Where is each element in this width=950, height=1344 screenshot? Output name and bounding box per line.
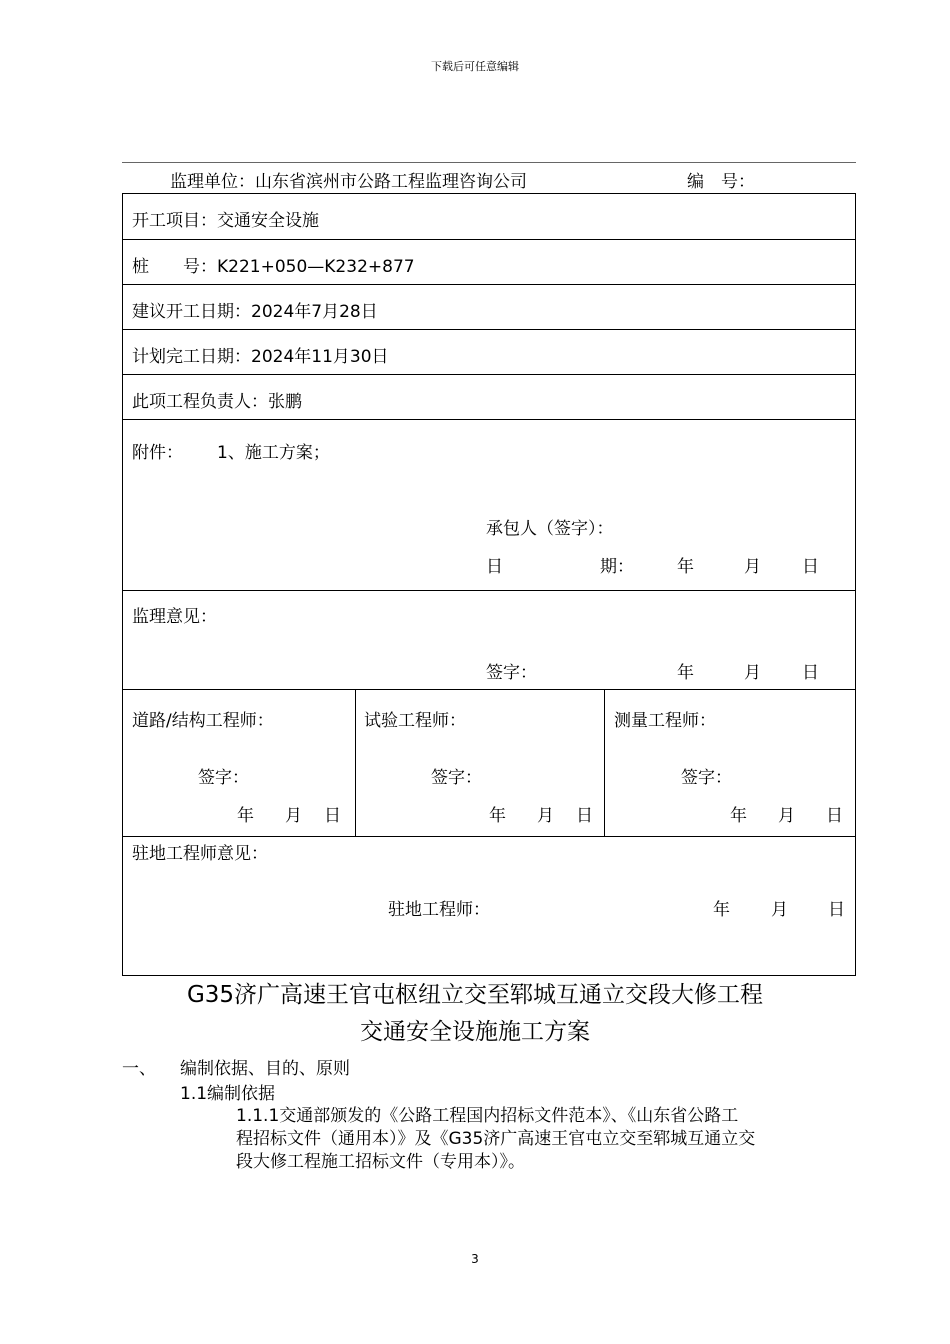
day-label: 日 bbox=[802, 557, 819, 577]
year-label: 年 bbox=[677, 663, 694, 683]
subsection-title: 1.1编制依据 bbox=[180, 1084, 276, 1104]
year-label: 年 bbox=[489, 806, 506, 826]
date-label-qi: 期： bbox=[600, 557, 634, 577]
proposed-start-field: 建议开工日期：2024年7月28日 bbox=[132, 302, 378, 322]
stake-field: 桩 号：K221+050—K232+877 bbox=[132, 257, 415, 277]
survey-engineer-label: 测量工程师： bbox=[614, 711, 716, 731]
row-divider bbox=[122, 329, 855, 330]
year-label: 年 bbox=[677, 557, 694, 577]
year-label: 年 bbox=[237, 806, 254, 826]
sign-label: 签字： bbox=[681, 768, 732, 788]
day-label: 日 bbox=[828, 900, 845, 920]
month-label: 月 bbox=[285, 806, 302, 826]
day-label: 日 bbox=[826, 806, 843, 826]
attachment-item: 1、施工方案； bbox=[217, 443, 330, 463]
year-label: 年 bbox=[713, 900, 730, 920]
day-label: 日 bbox=[324, 806, 341, 826]
sign-label: 签字： bbox=[486, 663, 537, 683]
year-label: 年 bbox=[730, 806, 747, 826]
page-number: 3 bbox=[471, 1252, 479, 1266]
supervisor-unit: 监理单位：山东省滨州市公路工程监理咨询公司 bbox=[170, 172, 527, 192]
sign-label: 签字： bbox=[431, 768, 482, 788]
document-title-line2: 交通安全设施施工方案 bbox=[360, 1019, 590, 1045]
row-divider bbox=[122, 689, 855, 690]
paragraph-line: 1.1.1交通部颁发的《公路工程国内招标文件范本》、《山东省公路工 bbox=[236, 1106, 739, 1126]
row-divider bbox=[122, 836, 855, 837]
day-label: 日 bbox=[576, 806, 593, 826]
row-divider bbox=[122, 284, 855, 285]
date-label-ri: 日 bbox=[486, 557, 503, 577]
test-engineer-label: 试验工程师： bbox=[364, 711, 466, 731]
header-rule bbox=[122, 162, 856, 163]
row-divider bbox=[122, 590, 855, 591]
section-number: 一、 bbox=[122, 1059, 156, 1079]
row-divider bbox=[122, 239, 855, 240]
month-label: 月 bbox=[537, 806, 554, 826]
row-divider bbox=[122, 419, 855, 420]
month-label: 月 bbox=[744, 663, 761, 683]
month-label: 月 bbox=[744, 557, 761, 577]
supervisor-opinion-label: 监理意见： bbox=[132, 607, 217, 627]
resident-opinion-label: 驻地工程师意见： bbox=[132, 844, 268, 864]
month-label: 月 bbox=[771, 900, 788, 920]
month-label: 月 bbox=[778, 806, 795, 826]
responsible-person-field: 此项工程负责人：张鹏 bbox=[132, 392, 302, 412]
section-title: 编制依据、目的、原则 bbox=[180, 1059, 350, 1079]
row-divider bbox=[122, 374, 855, 375]
page-header: 下载后可任意编辑 bbox=[431, 60, 519, 73]
planned-finish-field: 计划完工日期：2024年11月30日 bbox=[132, 347, 389, 367]
col-divider bbox=[355, 689, 356, 836]
contractor-sign-label: 承包人（签字）： bbox=[486, 519, 614, 539]
col-divider bbox=[604, 689, 605, 836]
resident-engineer-label: 驻地工程师： bbox=[388, 900, 490, 920]
project-field: 开工项目：交通安全设施 bbox=[132, 211, 319, 231]
number-label: 编 号： bbox=[687, 172, 755, 192]
day-label: 日 bbox=[802, 663, 819, 683]
attachment-label: 附件： bbox=[132, 443, 183, 463]
paragraph-line: 段大修工程施工招标文件（专用本）》。 bbox=[236, 1152, 525, 1172]
road-engineer-label: 道路/结构工程师： bbox=[132, 711, 274, 731]
paragraph-line: 程招标文件（通用本）》及《G35济广高速王官屯立交至郓城互通立交 bbox=[236, 1129, 756, 1149]
document-title-line1: G35济广高速王官屯枢纽立交至郓城互通立交段大修工程 bbox=[186, 982, 764, 1008]
sign-label: 签字： bbox=[198, 768, 249, 788]
